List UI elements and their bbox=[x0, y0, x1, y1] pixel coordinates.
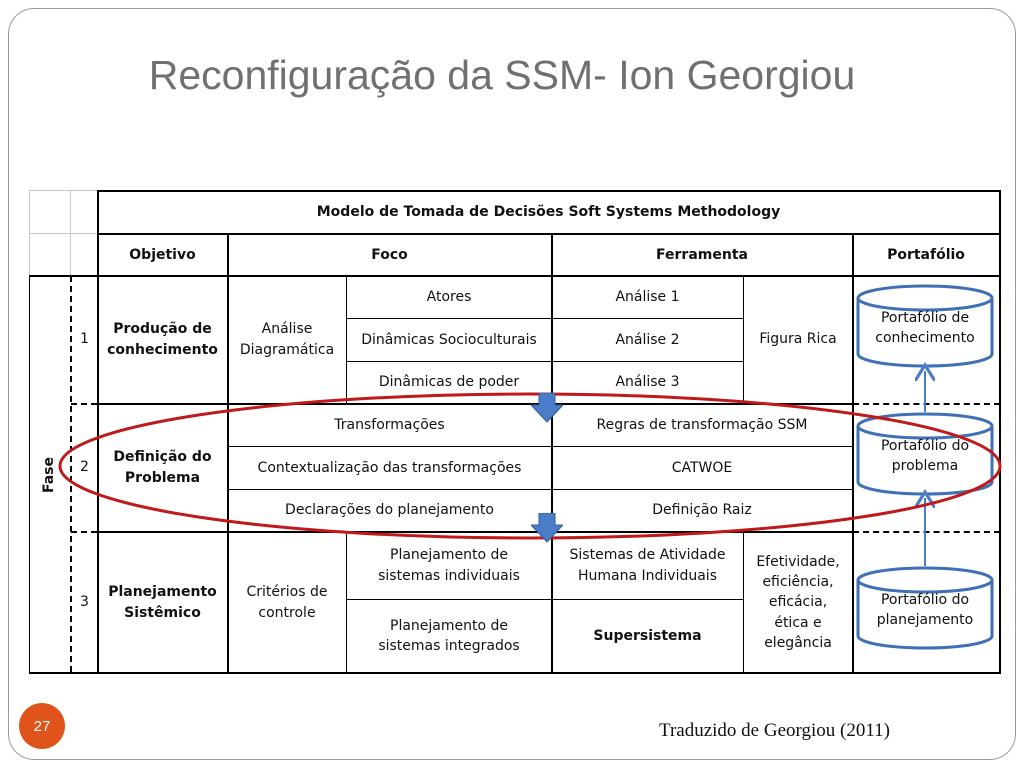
col-header-objetivo: Objetivo bbox=[129, 246, 196, 263]
p3-foco-group: Critérios de controle bbox=[246, 584, 328, 621]
p2-ferr-row-2: CATWOE bbox=[671, 459, 733, 476]
p2-ferr-row-3: Definição Raiz bbox=[652, 502, 752, 519]
p2-ferr-row-1: Regras de transformação SSM bbox=[596, 416, 808, 433]
source-citation: Traduzido de Georgiou (2011) bbox=[659, 720, 890, 741]
table-title: Modelo de Tomada de Decisões Soft Systems Methodology bbox=[316, 203, 781, 220]
phase-number-1: 1 bbox=[80, 331, 89, 348]
table-border-right bbox=[999, 190, 1001, 674]
p3-foco-row-1: Planejamento de sistemas individuais bbox=[378, 547, 520, 584]
portfolio-cylinder-planning bbox=[855, 566, 995, 652]
down-arrow-icon bbox=[531, 513, 563, 543]
p2-foco-row-1: Transformações bbox=[334, 416, 445, 433]
col-header-foco: Foco bbox=[371, 246, 408, 263]
phase-number-2: 2 bbox=[80, 459, 89, 476]
p1-foco-group: Análise Diagramática bbox=[239, 321, 335, 358]
p1-foco-row-2: Dinâmicas Socioculturais bbox=[361, 331, 537, 348]
col-divider-ferramenta bbox=[852, 233, 854, 674]
p1-objetivo: Produção de conhecimento bbox=[107, 321, 218, 358]
phase-dashed-2-3-right bbox=[853, 531, 1000, 533]
ghost-grid-divider-h bbox=[29, 233, 99, 234]
col-header-ferramenta: Ferramenta bbox=[656, 246, 748, 263]
p3-foco-row-2: Planejamento de sistemas integrados bbox=[378, 617, 520, 654]
portfolio-planning-label: Portafólio do planejamento bbox=[876, 592, 974, 629]
p3-ferr-row-2: Supersistema bbox=[593, 627, 702, 644]
p1-foco-row-1: Atores bbox=[426, 288, 472, 305]
phase-number-3: 3 bbox=[80, 594, 89, 611]
p1-ferr-row-3: Análise 3 bbox=[615, 374, 680, 391]
p1-ferr-row-2: Análise 2 bbox=[615, 331, 680, 348]
portfolio-problem-label: Portafólio do problema bbox=[880, 438, 970, 475]
phase-dashed-1-2-right bbox=[853, 403, 1000, 405]
fase-label-text: Fase bbox=[41, 456, 57, 494]
p1-ferr-group: Figura Rica bbox=[759, 331, 837, 348]
slide-title: Reconfiguração da SSM- Ion Georgiou bbox=[148, 52, 856, 98]
p3-objetivo: Planejamento Sistêmico bbox=[108, 584, 217, 621]
portfolio-knowledge-label: Portafólio de conhecimento bbox=[875, 310, 975, 347]
p2-foco-row-2: Contextualização das transformações bbox=[257, 459, 522, 476]
portfolio-cylinder-knowledge bbox=[855, 284, 995, 370]
portfolio-cylinder-problem bbox=[855, 412, 995, 498]
page-number-badge: 27 bbox=[19, 703, 65, 749]
down-arrow-icon bbox=[531, 393, 563, 423]
p3-ferr-row-1: Sistemas de Atividade Humana Individuais bbox=[569, 547, 726, 584]
p1-foco-row-3: Dinâmicas de poder bbox=[378, 374, 520, 391]
p1-ferr-row-1: Análise 1 bbox=[615, 288, 680, 305]
p2-foco-row-3: Declarações do planejamento bbox=[285, 502, 494, 519]
fase-label bbox=[29, 445, 69, 505]
p3-ferr-group: Efetividade, eficiência, eficácia, ética e elegância bbox=[756, 553, 840, 651]
col-header-portfolio: Portafólio bbox=[887, 246, 965, 263]
p2-objetivo: Definição do Problema bbox=[113, 449, 212, 486]
